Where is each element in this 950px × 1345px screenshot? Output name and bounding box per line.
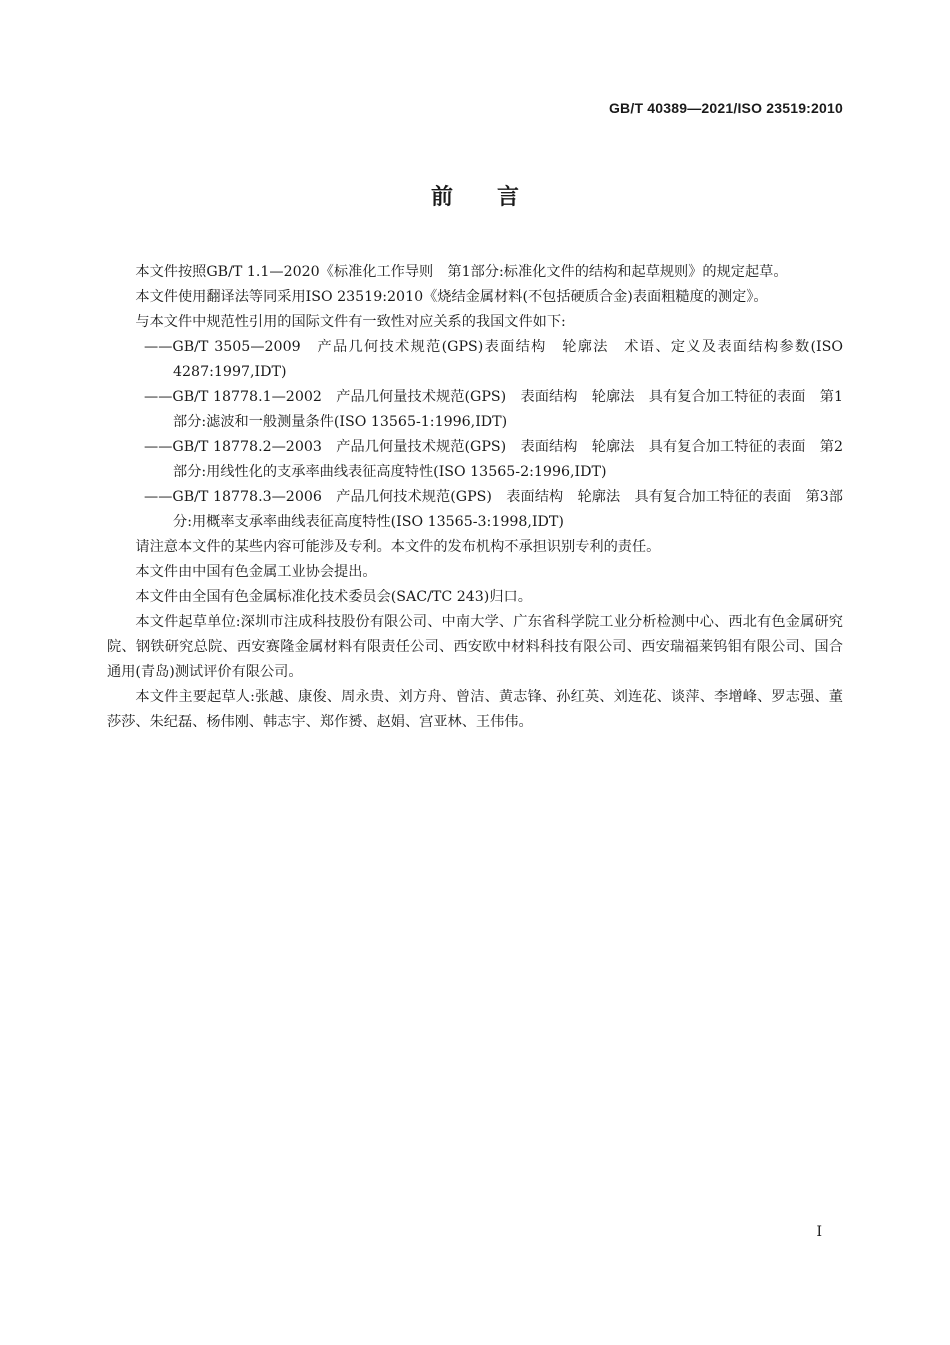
- intro-paragraph: 本文件按照GB/T 1.1—2020《标准化工作导则 第1部分:标准化文件的结构和起草规则》的规定起草。: [135, 264, 788, 280]
- committee-statement: 本文件由全国有色金属标准化技术委员会(SAC/TC 243)归口。: [135, 589, 532, 605]
- reference-item: ——GB/T 3505—2009 产品几何技术规范(GPS)表面结构 轮廓法 术语、定义及表面结构参数(ISO 4287:1997,IDT): [144, 339, 843, 380]
- reference-item: ——GB/T 18778.3—2006 产品几何技术规范(GPS) 表面结构 轮廓法 具有复合加工特征的表面 第3部分:用概率支承率曲线表征高度特性(ISO 13565-3:1998,IDT): [144, 489, 843, 530]
- intro-paragraph: 本文件使用翻译法等同采用ISO 23519:2010《烧结金属材料(不包括硬质合金)表面粗糙度的测定》。: [135, 289, 768, 305]
- standard-code-header: GB/T 40389—2021/ISO 23519:2010: [608, 100, 843, 116]
- main-drafters: 本文件主要起草人:张越、康俊、周永贵、刘方舟、曾洁、黄志锋、孙红英、刘连花、谈萍、李增峰、罗志强、董莎莎、朱纪磊、杨伟刚、韩志宇、郑作赟、赵娟、宫亚林、王伟伟。: [107, 689, 843, 730]
- page-title: 前言: [430, 185, 563, 210]
- patent-notice: 请注意本文件的某些内容可能涉及专利。本文件的发布机构不承担识别专利的责任。: [135, 539, 661, 555]
- preface-body: [107, 260, 843, 735]
- drafting-units: 本文件起草单位:深圳市注成科技股份有限公司、中南大学、广东省科学院工业分析检测中心、西北有色金属研究院、钢铁研究总院、西安赛隆金属材料有限责任公司、西安欧中材料科技有限公司、西安瑞福莱钨钼有限公司、国合通用(青岛)测试评价有限公司。: [107, 614, 843, 680]
- page-number: I: [816, 1224, 822, 1240]
- reference-item: ——GB/T 18778.1—2002 产品几何量技术规范(GPS) 表面结构 轮廓法 具有复合加工特征的表面 第1部分:滤波和一般测量条件(ISO 13565-1:1996,IDT): [144, 389, 843, 430]
- intro-paragraph: 与本文件中规范性引用的国际文件有一致性对应关系的我国文件如下:: [135, 314, 566, 330]
- proposer-statement: 本文件由中国有色金属工业协会提出。: [135, 564, 377, 580]
- reference-item: ——GB/T 18778.2—2003 产品几何量技术规范(GPS) 表面结构 轮廓法 具有复合加工特征的表面 第2部分:用线性化的支承率曲线表征高度特性(ISO 13565-2:1996,IDT): [144, 439, 843, 480]
